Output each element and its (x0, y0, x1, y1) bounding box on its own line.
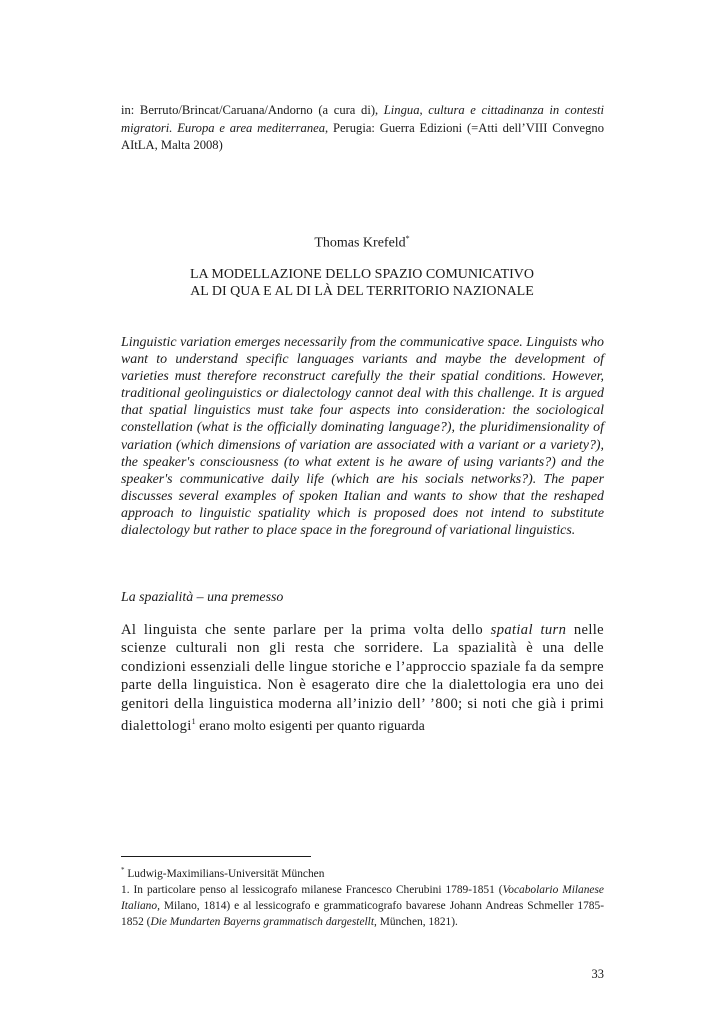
author-name: Thomas Krefeld (314, 235, 406, 251)
article-title (0, 266, 724, 300)
footnote-star-marker: * (121, 866, 125, 874)
abstract: Linguistic variation emerges necessarily from the communicative space. Linguists who want to understand specific languages variants and maybe the development of varieties must therefore reconstruct carefully the their spatial conditions. However, traditional geolinguistics or dialectology cannot deal with this challenge. It is argued that spatial linguistics must take four aspects into consideration: the sociological constellation (what is the officially dominating language?), the pluridimensionality of variation (which dimensions of variation are associated with a variant or a variety?), the speaker's consciousness (to what extent is he aware of using variants?) and the speaker's communicative daily life (which are his socials networks?). The paper discusses several examples of spoken Italian and wants to show that the reshaped approach to linguistic spatiality which is proposed does not intend to substitute dialectology but rather to place space in the foreground of variational linguistics. (121, 335, 604, 539)
author-footnote-marker: * (405, 234, 410, 243)
page-number: 33 (591, 967, 604, 981)
article-title-line-1: LA MODELLAZIONE DELLO SPAZIO COMUNICATIVO (189, 267, 535, 282)
source-book-title: Lingua, cultura e cittadinanza in contesti migratori. Europa e area mediterranea (121, 103, 604, 135)
footnote-1-text-b: Milano, 1814) e al lessicografo e grammaticografo bavarese Johann Andreas Schmeller 1785-1852 ( (121, 899, 604, 928)
footnote-1-title-1: Vocabolario Milanese Italiano, (121, 883, 604, 912)
source-citation (121, 102, 604, 155)
footnotes (121, 862, 604, 930)
footnote-1-text-c: , München, 1821). (374, 915, 458, 928)
footnote-1-title-2: Die Mundarten Bayerns grammatisch dargestellt (150, 915, 375, 928)
footnote-1-text-a: 1. In particolare penso al lessicografo milanese Francesco Cherubini 1789-1851 ( (121, 883, 503, 896)
body-paragraph (121, 621, 604, 736)
article-title-line-2: AL DI QUA E AL DI LÀ DEL TERRITORIO NAZIONALE (190, 284, 534, 299)
body-text-2: nelle scienze culturali non gli resta che sorridere. La spazialità è una delle condizioni essenziali delle lingue storiche e l’approccio spaziale fa da sempre parte della linguistica. Non è esagerato dire che la dialettologia era uno dei genitori della linguistica moderna all’inizio dell’ ’800; si noti che già i primi dialettologi (121, 622, 604, 734)
footnote-divider (121, 856, 311, 857)
footnote-reference: 1 (191, 717, 196, 727)
source-suffix: , Perugia: Guerra Edizioni (=Atti dell’VIII Convegno AItLA, Malta 2008) (121, 120, 604, 152)
footnote-affiliation-text: Ludwig-Maximilians-Universität München (124, 867, 325, 880)
author (0, 234, 724, 252)
body-text-3: erano molto esigenti per quanto riguarda (195, 718, 425, 734)
body-text-1: Al linguista che sente parlare per la prima volta dello (121, 622, 491, 638)
body-term: spatial turn (490, 622, 567, 638)
source-prefix: in: Berruto/Brincat/Caruana/Andorno (a cura di), (121, 103, 384, 117)
footnote-affiliation (121, 862, 604, 882)
section-heading: La spazialità – una premesso (121, 590, 284, 605)
footnote-1 (121, 882, 604, 930)
